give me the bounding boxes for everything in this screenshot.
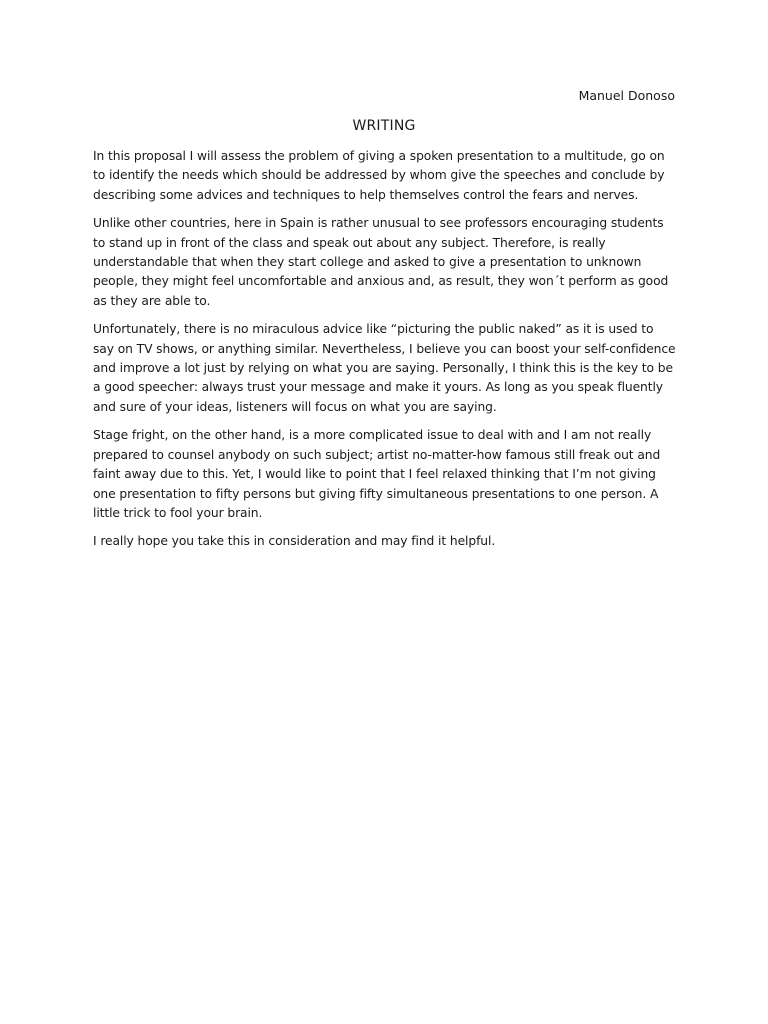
document-body [93,147,677,561]
paragraph-2: Unlike other countries, here in Spain is rather unusual to see professors encouraging students to stand up in front of the class and speak out about any subject. Therefore, is really understandable that when they start college and asked to give a presentation to unknown people, they might feel uncomfortable and anxious and, as result, they won´t perform as good as they are able to. [93,216,669,308]
paragraph-4: Stage fright, on the other hand, is a more complicated issue to deal with and I am not really prepared to counsel anybody on such subject; artist no-matter-how famous still freak out and faint away due to this. Yet, I would like to point that I feel relaxed thinking that I’m not giving one presentation to fifty persons but giving fifty simultaneous presentations to one person. A little trick to fool your brain. [93,428,661,520]
paragraph-5: I really hope you take this in consideration and may find it helpful. [93,534,496,549]
paragraph-3: Unfortunately, there is no miraculous advice like “picturing the public naked” as it is used to say on TV shows, or anything similar. Nevertheless, I believe you can boost your self-confidence and improve a lot just by relying on what you are saying. Personally, I think this is the key to be a good speecher: always trust your message and make it yours. As long as you speak fluently and sure of your ideas, listeners will focus on what you are saying. [93,322,676,414]
paragraph-1: In this proposal I will assess the problem of giving a spoken presentation to a multitude, go on to identify the needs which should be addressed by whom give the speeches and conclude by describing some advices and techniques to help themselves control the fears and nerves. [93,149,665,202]
author-name: Manuel Donoso [578,88,675,103]
document-title: WRITING [352,118,416,134]
